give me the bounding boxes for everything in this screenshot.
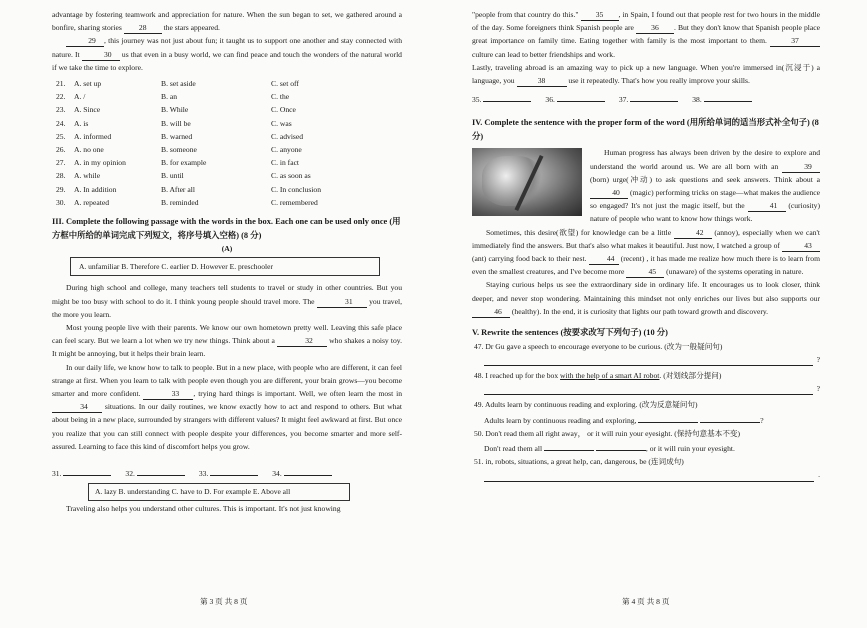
option-c[interactable]: C. as soon as [271,171,311,181]
mc-question-row [52,196,402,209]
section-3-title: III. Complete the following passage with the words in the box. Each one can be used only once (用方框中所给的单词完成下列短文，将序号填入空格) (8 分) [52,217,401,240]
passage-b-p1: Traveling also helps you understand other cultures. This is important. It's not just knowing [66,503,341,513]
answer-36[interactable] [557,91,605,102]
option-c[interactable]: C. set off [271,79,299,89]
mc-question-row [52,183,402,196]
option-b[interactable]: B. for example [161,158,207,168]
mc-question-row [52,77,402,90]
mc-options-list [52,77,402,209]
option-b[interactable]: B. an [161,92,178,102]
blank-33[interactable]: 33 [143,389,193,400]
blank-45[interactable]: 45 [626,267,664,278]
answer-31[interactable] [63,465,111,476]
blank-43[interactable]: 43 [782,241,820,252]
option-b[interactable]: B. someone [161,145,197,155]
blank-35[interactable]: 35 [581,10,619,21]
section-4-title: IV. Complete the sentence with the proper form of the word (用所给单词的适当形式补全句子) (8 分) [472,118,819,141]
passage-a-p3: In our daily life, we know how to talk to people. But in a new place, with people who are different, it can feel strange at first. When you learn to talk with people even though you are different, your brain grows—you become smarter and more confident. 33 , trying hard things is important. Well, we often learn the most in 34 situations. In our daily routines, we know exactly how to act and respond to others. But what about being in a new place, surrounded by strangers with different values? It might feel awkward at first. But once you realize that you can still connect with people despite your differences, you become smarter and more self-assured. Learning to face this kind of discomfort helps you grow. [52,362,402,451]
question-number: 30. [56,197,66,207]
answer-49a[interactable] [638,412,698,423]
answer-50a[interactable] [544,440,594,451]
option-b[interactable]: B. warned [161,131,193,141]
intro-paragraph-2: 29 , this journey was not just about fun; it taught us to support one another and stay connected with nature. It 30 us that even in a busy world, we can find peace and touch the wonders of the natural world if we take the time to explore. [52,36,402,72]
option-c[interactable]: C. advised [271,131,304,141]
answer-blanks-35-38: 35. 36. 37. 38. [472,91,820,106]
question-number: 28. [56,171,66,181]
answer-35[interactable] [483,91,531,102]
option-c[interactable]: C. the [271,92,290,102]
blank-46[interactable]: 46 [472,307,510,318]
option-a[interactable]: 23. A. Since [56,103,161,116]
question-number: 26. [56,145,66,155]
question-number: 22. [56,92,66,102]
option-c[interactable]: C. In conclusion [271,184,321,194]
question-47: 47. Dr Gu gave a speech to encourage everyone to be curious. (改为一般疑问句) ? [472,340,820,366]
passage-a-p1: During high school and college, many teachers tell students to travel or study in other countries. But you might be too busy with school to do it. I think young people should travel more. The 31 you travel, the more you learn. [52,283,402,319]
option-a[interactable]: 26. A. no one [56,143,161,156]
mc-question-row [52,143,402,156]
option-c[interactable]: C. Once [271,105,296,115]
option-a[interactable]: 21. A. set up [56,77,161,90]
option-c[interactable]: C. anyone [271,145,302,155]
intro-paragraph: advantage by fostering teamwork and appreciation for nature. When the sun began to set, we gathered around a bonfire, sharing stories 28 the stars appeared. [52,10,402,33]
blank-39[interactable]: 39 [782,162,820,173]
option-a[interactable]: 30. A. repeated [56,196,161,209]
question-number: 21. [56,79,66,89]
blank-31[interactable]: 31 [317,297,367,308]
option-c[interactable]: C. was [271,118,292,128]
question-number: 24. [56,118,66,128]
question-49: 49. Adults learn by continuous reading and exploring. (改为反意疑问句) Adults learn by continuous reading and exploring, ? [474,400,764,425]
option-b[interactable]: B. After all [161,184,195,194]
answer-50b[interactable] [596,440,646,451]
mc-question-row [52,90,402,103]
option-c[interactable]: C. remembered [271,197,318,207]
answer-51[interactable] [484,471,814,482]
option-a[interactable]: 27. A. in my opinion [56,156,161,169]
section-3-sub: (A) [221,244,233,254]
mc-question-row [52,156,402,169]
word-box-b: A. lazy B. understanding C. have to D. For example E. Above all [88,483,350,500]
blank-34[interactable]: 34 [52,402,102,413]
option-b[interactable]: B. until [161,171,184,181]
option-a[interactable]: 29. A. In addition [56,183,161,196]
mc-question-row [52,130,402,143]
question-51: 51. in, robots, situations, a great help, can, dangerous, be (连词成句) . [472,455,820,481]
question-number: 25. [56,131,66,141]
page-footer-left: 第 3 页 共 8 页 [200,597,248,606]
question-50: 50. Don't read them all right away， or it will ruin your eyesight. (保持句意基本不变) Don't read them all , or it will ruin your eyesight. [474,428,741,453]
blank-40[interactable]: 40 [590,188,628,199]
passage-a-p2: Most young people live with their parents. We know our own hometown pretty well. Leaving this safe place can feel scary. But we learn a lot when we try new things. Think about a 32 who shakes a noisy toy. It might be annoying, but it helps their brain learn. [52,323,402,359]
right-page [472,8,820,482]
answer-37[interactable] [630,91,678,102]
blank-30[interactable]: 30 [82,50,120,61]
option-a[interactable]: 25. A. informed [56,130,161,143]
blank-44[interactable]: 44 [589,254,619,265]
answer-48[interactable] [484,384,813,395]
blank-42[interactable]: 42 [674,228,712,239]
blank-32[interactable]: 32 [277,336,327,347]
s4-paragraph-1: Human progress has always been driven by the desire to explore and understand the world around us. We are all born with an 39 (born) urge(冲动) to ask questions and seek answers. Think about a 40 (magic) performing tricks on stage—what makes the audience so engaged? It's not just the magic itself, but the 41 (curiosity) nature of people who want to know how things work. [590,148,820,224]
blank-29[interactable]: 29 [66,36,104,47]
blank-36[interactable]: 36 [636,23,674,34]
option-a[interactable]: 24. A. is [56,117,161,130]
section-4-body [472,146,820,318]
answer-blanks-31-34: 31. 32. 33. 34. [52,465,402,480]
passage-b-p3: Lastly, traveling abroad is an amazing way to pick up a new language. When you're immersed in(沉浸于) a language, you 38 use it repeatedly. That's how you really improve your skills. [472,62,820,86]
option-c[interactable]: C. in fact [271,158,300,168]
underlined-phrase: with the help of a smart AI robot [560,370,660,380]
blank-37[interactable]: 37 [770,36,820,47]
question-number: 29. [56,184,66,194]
passage-b-p2: "people from that country do this." 35 , in Spain, I found out that people rest for two hours in the middle of the day. Some foreigners think Spanish people are 36 . But they don't know that Spanish people place great importance on family time. Eating together with family is the most important to them. 37 culture can lead to better friendships and work. [472,10,820,59]
s4-paragraph-3: Staying curious helps us see the extraordinary side in ordinary life. It encourages us to look closer, think deeper, and never stop wondering. Maintaining this mindset not only enriches our lives but also supports our 46 (healthy). In the end, it is curiosity that lights our path toward growth and discovery. [472,280,820,316]
page-footer-right: 第 4 页 共 8 页 [622,597,670,606]
option-a[interactable]: 28. A. while [56,169,161,182]
answer-34[interactable] [284,465,332,476]
blank-38[interactable]: 38 [517,76,567,87]
left-page [52,8,402,515]
mc-question-row [52,169,402,182]
option-b[interactable]: B. reminded [161,197,199,207]
blank-28[interactable]: 28 [124,23,162,34]
option-b[interactable]: B. set aside [161,79,196,89]
section-5-title: V. Rewrite the sentences (按要求改写下列句子) (10 分) [472,328,668,338]
mc-question-row [52,117,402,130]
answer-49b[interactable] [700,412,760,423]
answer-33[interactable] [210,465,258,476]
curiosity-photo [472,148,582,216]
option-a[interactable]: 22. A. / [56,90,161,103]
question-number: 23. [56,105,66,115]
question-48: 48. I reached up for the box with the help of a smart AI robot. (对划线部分提问) ? [472,369,820,395]
answer-38[interactable] [704,91,752,102]
blank-41[interactable]: 41 [748,201,786,212]
option-b[interactable]: B. will be [161,118,191,128]
word-box-a: A. unfamiliar B. Therefore C. earlier D. However E. preschooler [70,257,380,276]
option-b[interactable]: B. While [161,105,189,115]
question-number: 27. [56,158,66,168]
mc-question-row [52,103,402,116]
answer-32[interactable] [137,465,185,476]
answer-47[interactable] [484,355,813,366]
s4-paragraph-2: Sometimes, this desire(欲望) for knowledge can be a little 42 (annoy), especially when we can't immediately find the answers. But that's also what makes it beautiful. Just now, I watched a group of 43 (ant) carrying food back to their nest. 44 (recent) , it has made me realize how much there is to learn from even the smallest creatures, and I've become more 45 (unaware) of the systems operating in nature. [472,227,821,277]
